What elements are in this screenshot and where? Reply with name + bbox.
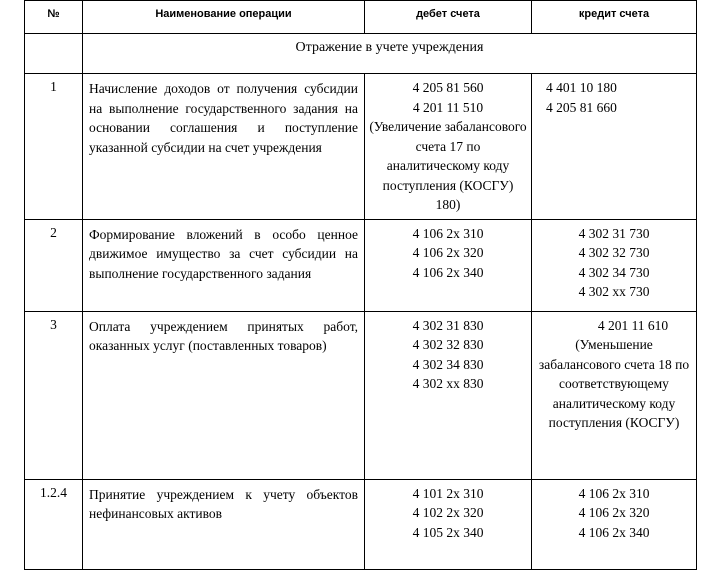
credit-account: 4 201 11 610 [597,317,669,333]
debit-account: 4 101 2х 310 [412,485,484,501]
credit-note: (Уменьшение забалансового счета 18 по соответствующему аналитическому коду поступления (КОСГУ) [538,337,690,430]
row-num: 2 [25,219,83,311]
credit-account: 4 106 2х 340 [578,524,650,540]
credit-account: 4 106 2х 310 [578,485,650,501]
debit-account: 4 302 34 830 [412,356,484,372]
section-empty-cell [25,34,83,74]
debit-account: 4 302 31 830 [412,317,484,333]
table-row [25,311,697,479]
row-num: 3 [25,311,83,479]
table-header-row [25,1,697,34]
credit-account: 4 302 31 730 [578,225,650,241]
header-operation: Наименование операции [83,1,365,34]
credit-account: 4 401 10 180 [546,80,617,95]
row-operation: Формирование вложений в особо ценное движимое имущество за счет субсидии на выполнение государственного задания [83,219,365,311]
row-debit [365,219,532,311]
debit-account: 4 106 2х 340 [412,264,484,280]
row-operation: Оплата учреждением принятых работ, оказанных услуг (поставленных товаров) [83,311,365,479]
debit-account: 4 106 2х 320 [412,245,484,260]
row-debit [365,74,532,220]
header-num: № [25,1,83,34]
row-credit [532,479,697,569]
section-title: Отражение в учете учреждения [83,34,697,74]
row-credit [532,74,697,220]
credit-account: 4 106 2х 320 [578,505,650,520]
credit-account: 4 302 хх 730 [578,284,650,299]
header-credit: кредит счета [532,1,697,34]
table-row [25,219,697,311]
credit-account: 4 205 81 660 [546,99,617,115]
row-debit [365,479,532,569]
debit-account: 4 105 2х 340 [412,524,484,540]
row-debit [365,311,532,479]
debit-account: 4 205 81 560 [412,80,484,95]
debit-note: (Увеличение забалансового счета 17 по аналитическому коду поступления (КОСГУ) 180) [369,119,527,212]
table-row [25,74,697,220]
row-credit [532,311,697,479]
row-credit [532,219,697,311]
debit-account: 4 201 11 510 [412,99,484,115]
credit-account: 4 302 32 730 [578,245,650,260]
accounting-entries-table [24,0,697,570]
row-operation: Начисление доходов от получения субсидии на выполнение государственного задания на основании соглашения и поступление указанной субсидии на счет учреждения [83,74,365,220]
debit-account: 4 106 2х 310 [412,225,484,241]
debit-account: 4 302 32 830 [412,337,484,352]
table-row [25,479,697,569]
credit-account: 4 302 34 730 [578,264,650,280]
row-num: 1 [25,74,83,220]
debit-account: 4 302 хх 830 [412,376,484,391]
header-debit: дебет счета [365,1,532,34]
section-row [25,34,697,74]
row-operation: Принятие учреждением к учету объектов нефинансовых активов [83,479,365,569]
debit-account: 4 102 2х 320 [412,505,484,520]
row-num: 1.2.4 [25,479,83,569]
